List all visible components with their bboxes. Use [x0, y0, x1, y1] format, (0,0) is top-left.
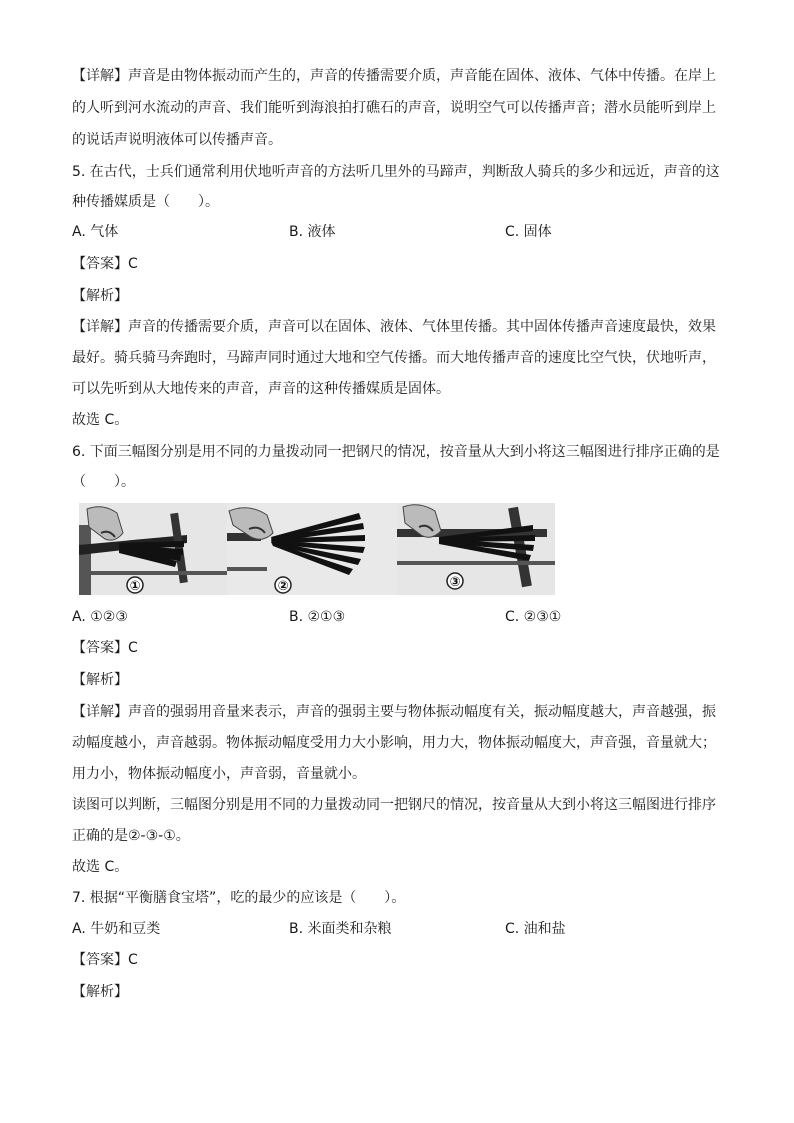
q5-option-a: A. 气体: [72, 224, 119, 240]
q7-option-b: B. 米面类和杂粮: [289, 921, 392, 937]
ruler-panel-2: [227, 503, 397, 595]
q5-explain-line-3: 可以先听到从大地传来的声音，声音的这种传播媒质是固体。: [72, 381, 450, 397]
q5-option-c: C. 固体: [505, 224, 552, 240]
q4-explain-line-1: 【详解】声音是由物体振动而产生的，声音的传播需要介质，声音能在固体、液体、气体中传播。在岸上: [72, 68, 716, 84]
ruler-panel-1: [79, 503, 227, 595]
q5-option-b: B. 液体: [289, 224, 336, 240]
q7-answer: 【答案】C: [72, 952, 138, 968]
q5-stem-line-2: 种传播媒质是（ ）。: [72, 194, 219, 210]
q6-explain-line-5: 正确的是②-③-①。: [72, 828, 190, 844]
q4-explain-line-3: 的说话声说明液体可以传播声音。: [72, 132, 282, 148]
q6-explain-line-1: 【详解】声音的强弱用音量来表示，声音的强弱主要与物体振动幅度有关，振动幅度越大，声音越强，振: [72, 704, 716, 720]
ruler-figure: [79, 503, 555, 595]
q7-option-a: A. 牛奶和豆类: [72, 921, 161, 937]
q6-answer: 【答案】C: [72, 640, 138, 656]
q5-analysis-heading: 【解析】: [72, 288, 128, 304]
q5-stem-line-1: 5. 在古代，士兵们通常利用伏地听声音的方法听几里外的马蹄声，判断敌人骑兵的多少和远近，声音的这: [72, 164, 720, 180]
q6-choose: 故选 C。: [72, 859, 129, 875]
q7-option-c: C. 油和盐: [505, 921, 566, 937]
q5-choose: 故选 C。: [72, 412, 129, 428]
ruler-panel-3: [397, 503, 555, 595]
q6-stem-line-2: （ ）。: [72, 474, 135, 490]
q4-explain-line-2: 的人听到河水流动的声音、我们能听到海浪拍打礁石的声音，说明空气可以传播声音；潜水员能听到岸上: [72, 100, 716, 116]
q5-explain-line-2: 最好。骑兵骑马奔跑时，马蹄声同时通过大地和空气传播。而大地传播声音的速度比空气快，伏地听声，: [72, 350, 716, 366]
q6-option-c: C. ②③①: [505, 609, 562, 625]
figure-label-2: ②: [277, 579, 289, 594]
q6-option-a: A. ①②③: [72, 609, 128, 625]
q6-explain-line-2: 动幅度越小，声音越弱。物体振动幅度受用力大小影响，用力大，物体振动幅度大，声音强，音量就大；: [72, 735, 716, 751]
q6-analysis-heading: 【解析】: [72, 672, 128, 688]
q7-analysis-heading: 【解析】: [72, 984, 128, 1000]
q7-stem-line-1: 7. 根据“平衡膳食宝塔”，吃的最少的应该是（ ）。: [72, 890, 406, 906]
figure-label-1: ①: [129, 579, 141, 594]
q6-explain-line-3: 用力小，物体振动幅度小，声音弱，音量就小。: [72, 766, 366, 782]
q6-explain-line-4: 读图可以判断，三幅图分别是用不同的力量拨动同一把钢尺的情况，按音量从大到小将这三幅图进行排序: [72, 797, 716, 813]
q6-stem-line-1: 6. 下面三幅图分别是用不同的力量拨动同一把钢尺的情况，按音量从大到小将这三幅图进行排序正确的是: [72, 444, 720, 460]
figure-label-3: ③: [449, 575, 461, 590]
q5-answer: 【答案】C: [72, 256, 138, 272]
q5-explain-line-1: 【详解】声音的传播需要介质，声音可以在固体、液体、气体里传播。其中固体传播声音速度最快，效果: [72, 319, 716, 335]
q6-option-b: B. ②①③: [289, 609, 346, 625]
